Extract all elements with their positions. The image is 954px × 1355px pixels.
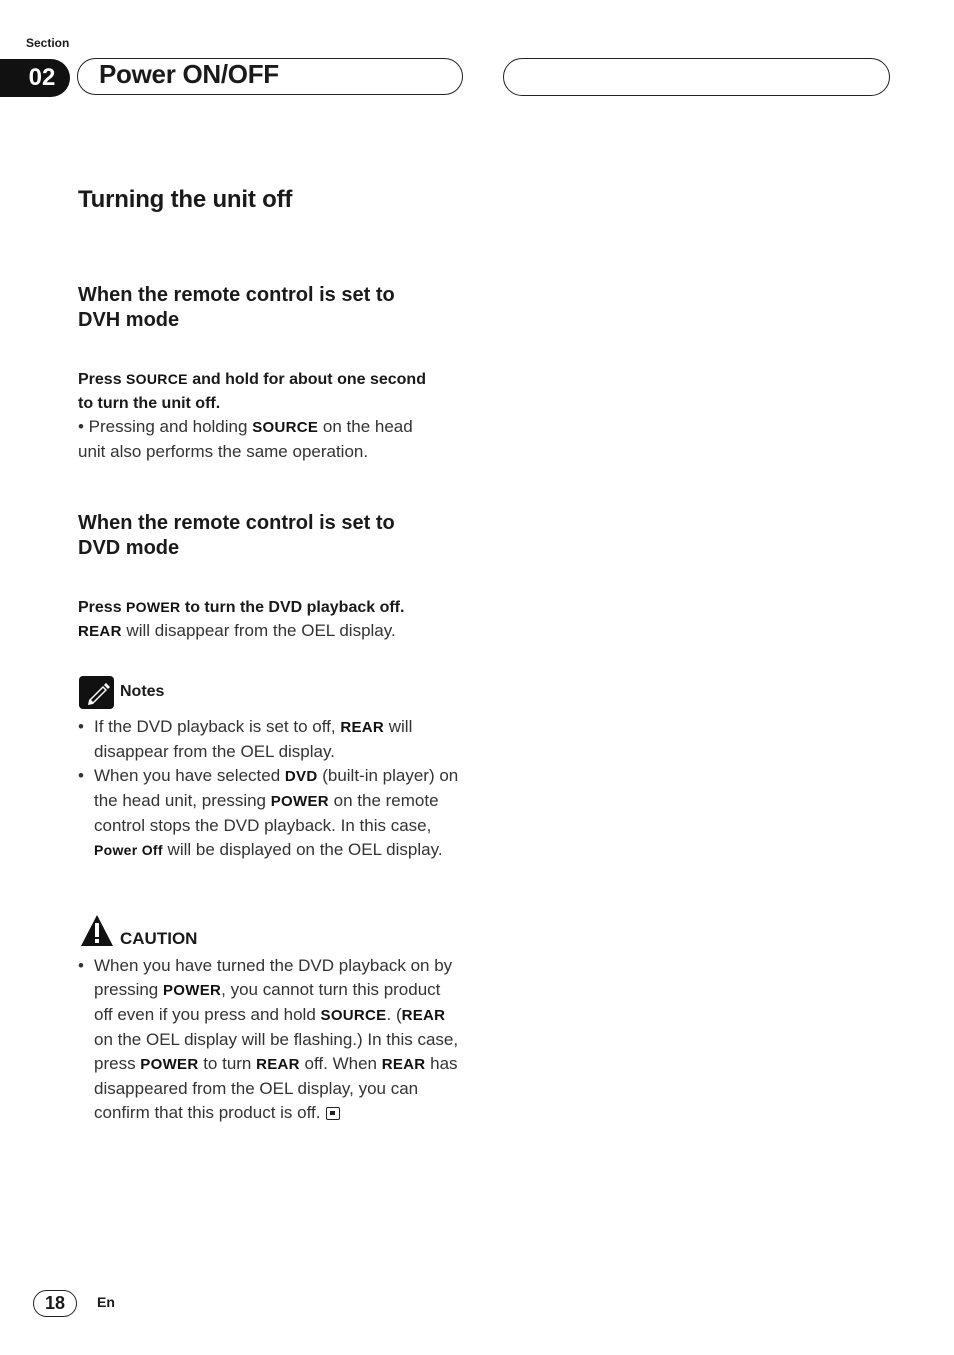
dvd-instr-keyword-2: DVD (268, 599, 303, 616)
note2-text: When you have selected (94, 766, 285, 785)
note2-keyword-1: DVD (284, 768, 318, 785)
end-mark-icon (326, 1107, 340, 1120)
dvd-body (78, 619, 463, 644)
right-header-frame (503, 58, 890, 96)
pencil-icon (79, 676, 114, 709)
dvh-heading-line1: When the remote control is set to (78, 284, 395, 306)
dvh-body-keyword: SOURCE (252, 419, 319, 436)
note1-text: If the DVD playback is set to off, (94, 717, 341, 736)
dvd-instr-keyword: POWER (126, 599, 181, 615)
dvd-heading-line1: When the remote control is set to (78, 512, 395, 534)
caution-label: CAUTION (120, 929, 198, 948)
note2-text-3: on the remote control stops the DVD playback. In this case, (94, 791, 439, 835)
dvh-body-text-2: on the head (318, 417, 413, 436)
page-title: Power ON/OFF (99, 59, 279, 89)
warning-triangle-icon (80, 914, 114, 952)
caution-text-7: has disappeared from the OEL display, you can confirm that this product is off. (94, 1054, 458, 1122)
caution-list (78, 954, 463, 1125)
language-label: En (97, 1294, 115, 1310)
dvh-heading-line2: DVH mode (78, 309, 180, 331)
notes-list (78, 715, 463, 862)
caution-keyword-3: REAR (401, 1007, 446, 1024)
note2-text-2: (built-in player) on the head unit, pressing (94, 766, 459, 810)
dvh-body-line2: unit also performs the same operation. (78, 442, 369, 461)
dvh-mode-heading (78, 283, 478, 333)
dvh-instr-keyword: SOURCE (126, 371, 188, 387)
dvd-instruction (78, 595, 468, 620)
dvh-body-text: • Pressing and holding (78, 417, 253, 436)
dvh-instr-line2: to turn the unit off. (78, 395, 221, 412)
dvd-heading-line2: DVD mode (78, 537, 180, 559)
caution-keyword-5: REAR (256, 1056, 300, 1073)
list-item: • When you have turned the DVD playback on by pressing POWER, you cannot turn this product off even if you press and hold SOURCE. (REAR on the OEL display will be flashing.) In this case, press POWER to turn REAR off. When REAR has disappeared from the OEL display, you can confirm that this product is off. (78, 956, 459, 1122)
caution-text-3: . ( (386, 1005, 402, 1024)
note2-keyword-3: Power Off (94, 842, 163, 858)
list-item: • If the DVD playback is set to off, REAR will disappear from the OEL display. (78, 717, 413, 761)
dvh-instr-text: Press (78, 371, 127, 388)
caution-keyword-4: POWER (140, 1056, 199, 1073)
dvh-instr-text-2: and hold for about one second (187, 371, 426, 388)
note2-keyword-2: POWER (270, 793, 329, 810)
notes-label: Notes (120, 683, 165, 700)
caution-keyword-6: REAR (381, 1056, 426, 1073)
caution-keyword-2: SOURCE (320, 1007, 387, 1024)
dvd-mode-heading (78, 511, 478, 561)
dvd-instr-text-3: playback off. (302, 599, 405, 616)
page-number: 18 (33, 1290, 77, 1317)
caution-text-5: to turn (198, 1054, 257, 1073)
section-label: Section (26, 36, 70, 50)
dvd-instr-text: Press (78, 599, 127, 616)
note1-text-2: will disappear from the OEL display. (94, 717, 413, 761)
dvh-instruction (78, 367, 468, 416)
list-item: • When you have selected DVD (built-in player) on the head unit, pressing POWER on the remote control stops the DVD playback. In this case, Power Off will be displayed on the OEL display. (78, 766, 459, 859)
section-number-badge: 02 (0, 59, 70, 97)
dvh-body (78, 415, 463, 464)
caution-text-6: off. When (299, 1054, 382, 1073)
note2-text-4: will be displayed on the OEL display. (162, 840, 443, 859)
caution-text-2: , you cannot turn this product off even if you press and hold (94, 980, 441, 1024)
caution-text-4: on the OEL display will be flashing.) In this case, press (94, 1030, 459, 1073)
caution-keyword-1: POWER (162, 982, 222, 999)
dvd-body-text: will disappear from the OEL display. (121, 621, 396, 640)
note1-keyword: REAR (340, 719, 385, 736)
section-heading: Turning the unit off (78, 186, 293, 213)
dvd-body-keyword: REAR (78, 623, 122, 640)
dvd-instr-text-2: to turn the (180, 599, 269, 616)
caution-text-1: When you have turned the DVD playback on by pressing (94, 956, 453, 999)
